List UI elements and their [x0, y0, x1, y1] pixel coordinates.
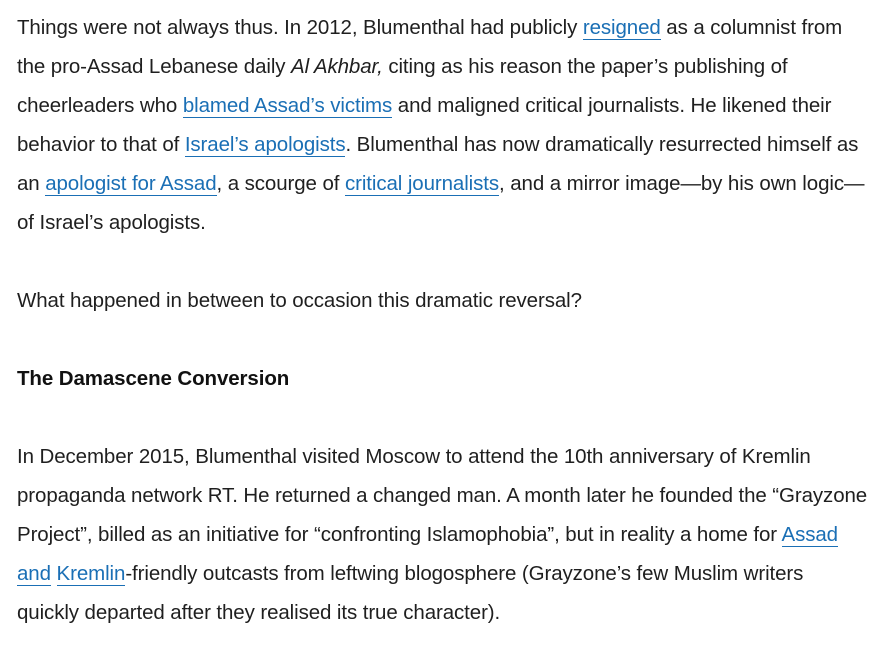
paragraph-text: Things were not always thus. In 2012, Blumenthal had publicly: [17, 16, 583, 39]
article-body: [17, 8, 869, 671]
space: [51, 562, 57, 585]
paragraph-text: and maligned critical journalists. He likened their behavior to that of: [17, 94, 832, 156]
paragraph-text: citing as his reason the paper’s publishing of cheerleaders who: [17, 55, 788, 117]
paragraph-text: , and a mirror image—by his own logic—of Israel’s apologists.: [17, 172, 865, 234]
paragraph-blumenthal-resignation: [17, 8, 869, 242]
section-heading: The Damascene Conversion: [17, 367, 290, 390]
paragraph-question: What happened in between to occasion this dramatic reversal?: [17, 289, 582, 312]
link-assad[interactable]: Assad: [781, 523, 838, 546]
link-blamed-assads-victims[interactable]: blamed Assad’s victims: [182, 94, 393, 117]
link-critical-journalists[interactable]: critical journalists: [344, 172, 500, 195]
paragraph-text: -friendly outcasts from leftwing blogosphere (Grayzone’s few Muslim writers quickly departed after they realised its true character).: [17, 562, 804, 624]
italic-al-akhbar: Al Akhbar,: [291, 55, 383, 78]
link-kremlin[interactable]: Kremlin: [56, 562, 126, 585]
paragraph-grayzone: [17, 437, 869, 632]
paragraph-text: as a columnist from the pro-Assad Lebanese daily: [17, 16, 843, 78]
link-israels-apologists[interactable]: Israel’s apologists: [184, 133, 346, 156]
paragraph-text: , a scourge of: [216, 172, 345, 195]
paragraph-text: In December 2015, Blumenthal visited Moscow to attend the 10th anniversary of Kremlin propaganda network RT. He returned a changed man. A month later he founded the “Grayzone Project”, billed as an initiative for “confronting Islamophobia”, but in reality a home for: [17, 445, 868, 546]
link-apologist-for-assad[interactable]: apologist for Assad: [45, 172, 217, 195]
link-resigned[interactable]: resigned: [582, 16, 661, 39]
link-and[interactable]: and: [17, 562, 51, 585]
paragraph-text: . Blumenthal has now dramatically resurrected himself as an: [17, 133, 859, 195]
